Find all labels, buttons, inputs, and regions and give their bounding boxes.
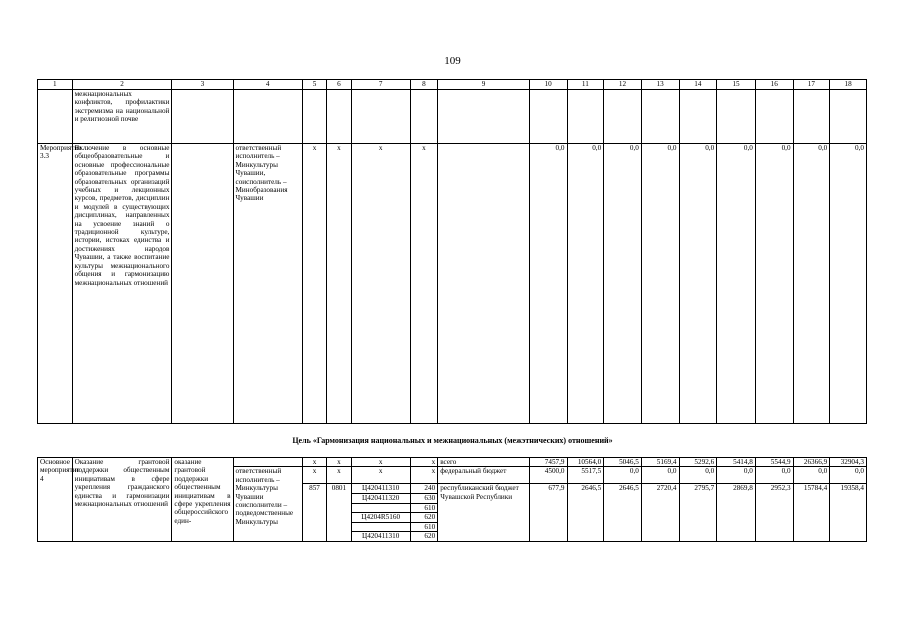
cell-grbs: 857 bbox=[302, 484, 326, 542]
cell-value: 2646,5 bbox=[604, 484, 642, 542]
col-header: 9 bbox=[438, 80, 530, 90]
col-header: 13 bbox=[641, 80, 679, 90]
cell-section: x bbox=[327, 144, 351, 424]
cell-target-article: x bbox=[351, 458, 410, 467]
cell-responsible: ответственный исполнитель – Минкультуры Чувашии, соисполнитель – Минобразования Чувашии bbox=[233, 144, 302, 424]
column-header-row bbox=[38, 80, 867, 90]
cell-expense-group: 630 bbox=[410, 494, 437, 504]
col-header: 15 bbox=[717, 80, 756, 90]
col-header: 12 bbox=[604, 80, 642, 90]
col-header: 16 bbox=[755, 80, 793, 90]
cell-value: 0,0 bbox=[567, 144, 604, 424]
cell-section: 0801 bbox=[327, 484, 351, 542]
cell-value: 0,0 bbox=[793, 467, 830, 484]
cell-section: x bbox=[327, 458, 351, 467]
cell-target-article: Ц4204R5160 bbox=[351, 513, 410, 523]
col-header: 18 bbox=[830, 80, 867, 90]
table-row-continuation bbox=[38, 90, 867, 144]
cell-source: федеральный бюджет bbox=[438, 467, 530, 484]
cell-value: 10564,0 bbox=[567, 458, 604, 467]
col-header: 1 bbox=[38, 80, 73, 90]
col-header: 3 bbox=[172, 80, 233, 90]
cell-target-article bbox=[351, 522, 410, 532]
cell-value: 5517,5 bbox=[567, 467, 604, 484]
cell-description: Оказание грантовой поддержки общественным инициативам в сфере укрепления гражданского единства и гармонизации межнациональных отношений bbox=[72, 458, 172, 542]
cell-value: 5414,8 bbox=[717, 458, 756, 467]
cell-value: 0,0 bbox=[641, 144, 679, 424]
cell-value: 26366,9 bbox=[793, 458, 830, 467]
lower-table bbox=[37, 457, 867, 542]
cell-status: Основное мероприятие 4 bbox=[38, 458, 73, 542]
col-header: 11 bbox=[567, 80, 604, 90]
cell-value: 2795,7 bbox=[679, 484, 717, 542]
table-row-event-3-3 bbox=[38, 144, 867, 424]
cell-section: x bbox=[327, 467, 351, 484]
cell-source: республиканский бюджет Чувашской Республики bbox=[438, 484, 530, 542]
cell-expense-group: 620 bbox=[410, 532, 437, 542]
cell-value: 0,0 bbox=[830, 144, 867, 424]
cell-value: 19358,4 bbox=[830, 484, 867, 542]
cell-value: 32904,3 bbox=[830, 458, 867, 467]
col-header: 4 bbox=[233, 80, 302, 90]
cell-target-article: x bbox=[351, 467, 410, 484]
cell-value: 2646,5 bbox=[567, 484, 604, 542]
cell-value: 5292,6 bbox=[679, 458, 717, 467]
cell-value: 0,0 bbox=[679, 467, 717, 484]
cell-target-article bbox=[351, 503, 410, 513]
cell-expense-group: 240 bbox=[410, 484, 437, 494]
cell-expense-group: x bbox=[410, 144, 437, 424]
cell-description: межнациональных конфликтов, профилактики экстремизма на национальной и религиозной почве bbox=[72, 90, 172, 144]
cell-expense-group: x bbox=[410, 458, 437, 467]
cell-value: 5046,5 bbox=[604, 458, 642, 467]
page-number: 109 bbox=[444, 55, 461, 67]
cell-grbs: x bbox=[302, 458, 326, 467]
cell-grbs: x bbox=[302, 144, 326, 424]
upper-table bbox=[37, 79, 867, 424]
col-header: 8 bbox=[410, 80, 437, 90]
table-row-total bbox=[38, 458, 867, 467]
cell-value: 0,0 bbox=[529, 144, 567, 424]
cell-target-article: x bbox=[351, 144, 410, 424]
cell-target-article: Ц420411320 bbox=[351, 494, 410, 504]
cell-expense-group: 610 bbox=[410, 503, 437, 513]
col-header: 14 bbox=[679, 80, 717, 90]
cell-value: 4500,0 bbox=[529, 467, 567, 484]
cell-expense-group: x bbox=[410, 467, 437, 484]
cell-value: 0,0 bbox=[604, 144, 642, 424]
cell-value: 2869,8 bbox=[717, 484, 756, 542]
cell-expense-group: 620 bbox=[410, 513, 437, 523]
cell-value: 5544,9 bbox=[755, 458, 793, 467]
cell-value: 0,0 bbox=[755, 467, 793, 484]
cell-expense-group: 610 bbox=[410, 522, 437, 532]
cell-value: 0,0 bbox=[717, 144, 756, 424]
cell-status: Мероприятие 3.3 bbox=[38, 144, 73, 424]
cell-value: 0,0 bbox=[793, 144, 830, 424]
col-header: 2 bbox=[72, 80, 172, 90]
cell-value: 0,0 bbox=[830, 467, 867, 484]
cell-value: 15784,4 bbox=[793, 484, 830, 542]
cell-value: 0,0 bbox=[717, 467, 756, 484]
cell-value: 677,9 bbox=[529, 484, 567, 542]
cell-value: 0,0 bbox=[604, 467, 642, 484]
col-header: 17 bbox=[793, 80, 830, 90]
cell-value: 0,0 bbox=[679, 144, 717, 424]
cell-value: 0,0 bbox=[641, 467, 679, 484]
cell-value: 7457,9 bbox=[529, 458, 567, 467]
col-header: 10 bbox=[529, 80, 567, 90]
cell-responsible: ответственный исполнитель – Минкультуры Чувашии соисполнители – подведомственные Минкультуры bbox=[233, 467, 302, 542]
cell-source: всего bbox=[438, 458, 530, 467]
cell-target-article: Ц420411310 bbox=[351, 532, 410, 542]
col-header: 5 bbox=[302, 80, 326, 90]
col-header: 7 bbox=[351, 80, 410, 90]
cell-goal: оказание грантовой поддержки общественным инициативам в сфере укрепления общероссийского един- bbox=[172, 458, 233, 542]
goal-heading: Цель «Гармонизация национальных и межнациональных (межэтнических) отношений» bbox=[292, 436, 613, 445]
cell-target-article: Ц420411310 bbox=[351, 484, 410, 494]
col-header: 6 bbox=[327, 80, 351, 90]
cell-description: Включение в основные общеобразовательные и основные профессиональные образовательные программы образовательных организаций учебных и лекционных курсов, предметов, дисциплин и модулей в существующих дисциплинах, направленных на усвоение знаний о традиционной культуре, истории, истоках единства и достижениях народов Чувашии, а также воспитание культуры межнационального общения и гармонизацию межнациональных отношений bbox=[72, 144, 172, 424]
cell-grbs: x bbox=[302, 467, 326, 484]
cell-value: 2720,4 bbox=[641, 484, 679, 542]
cell-value: 0,0 bbox=[755, 144, 793, 424]
cell-value: 5169,4 bbox=[641, 458, 679, 467]
cell-value: 2952,3 bbox=[755, 484, 793, 542]
